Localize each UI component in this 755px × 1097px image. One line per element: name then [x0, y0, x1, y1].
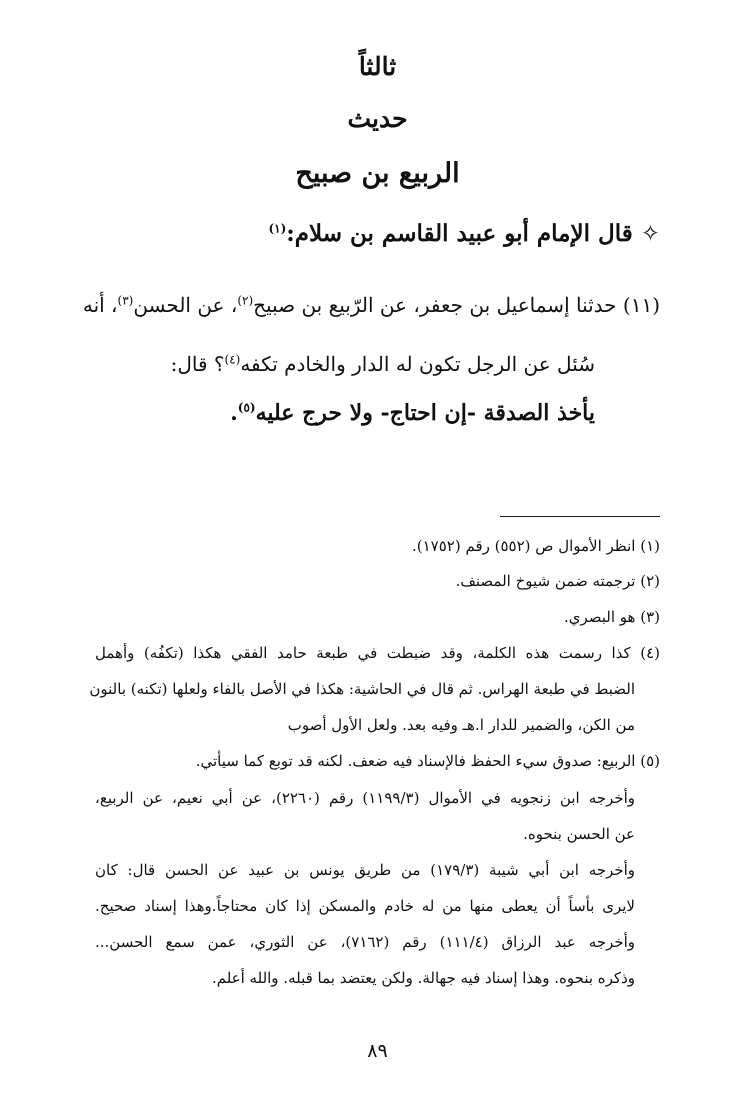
hadith-answer: يأخذ الصدقة -إن احتاج- ولا حرج عليه [255, 400, 595, 426]
footnote-3: (٣) هو البصري. [563, 608, 660, 626]
intro-text: قال الإمام أبو عبيد القاسم بن سلام: [286, 220, 633, 247]
footnote-2: (٢) ترجمته ضمن شيوخ المصنف. [455, 572, 660, 590]
footnote-4-cont: من الكن، والضمير للدار ا.هـ وفيه بعد. ولعل الأول أصوب [287, 716, 635, 734]
diamond-icon: ✧ [640, 221, 660, 247]
hadith-text: سُئل عن الرجل تكون له الدار والخادم تكفه [240, 352, 595, 376]
hadith-line-3 [230, 400, 595, 426]
footnote-5-cont: وأخرجه ابن زنجويه في الأموال (١١٩٩/٣) رقم (٢٢٦٠)، عن أبي نعيم، عن الربيع، [95, 789, 636, 807]
footnote-ref: (٣) [117, 293, 134, 308]
hadith-line-2 [171, 352, 595, 376]
footnote-4: (٤) كذا رسمت هذه الكلمة، وقد ضبطت في طبعة حامد الفقي هكذا (تكفُه) وأهمل [95, 644, 660, 662]
footnote-5-cont: عن الحسن بنحوه. [523, 825, 635, 843]
footnote-5: (٥) الربيع: صدوق سيء الحفظ فالإسناد فيه ضعف. لكنه قد توبع كما سيأتي. [195, 752, 660, 770]
hadith-line-1 [82, 293, 660, 317]
footnote-ref: (١) [268, 221, 287, 236]
footnote-5-cont: وأخرجه ابن أبي شيبة (١٧٩/٣) من طريق يونس بن عبيد عن الحسن قال: كان [95, 861, 636, 879]
footnote-5-cont: لايرى بأساً أن يعطى منها من له خادم والمسكن إذا كان محتاجاً.وهذا إسناد صحيح. [95, 897, 635, 915]
hadith-text: ، عن الحسن [133, 293, 238, 317]
section-subheading: حديث [347, 104, 408, 133]
hadith-title: الربيع بن صبيح [295, 158, 460, 189]
footnote-5-cont: وأخرجه عبد الرزاق (١١١/٤) رقم (٧١٦٢)، عن الثوري، عمن سمع الحسن... [95, 933, 635, 951]
footnote-ref: (٢) [237, 293, 254, 308]
footnote-1: (١) انظر الأموال ص (٥٥٢) رقم (١٧٥٢). [412, 537, 660, 555]
page-number: ٨٩ [367, 1040, 388, 1062]
section-heading: ثالثاً [358, 52, 397, 81]
footnote-ref: (٤) [224, 352, 241, 367]
hadith-text: ؟ قال: [170, 352, 225, 376]
intro-line [268, 220, 660, 247]
footnote-divider [500, 516, 660, 517]
hadith-text: ، أنه [82, 293, 118, 317]
footnote-5-cont: وذكره بنحوه. وهذا إسناد فيه جهالة. ولكن يعتضد بما قبله. والله أعلم. [211, 969, 635, 987]
footnote-4-cont: الضبط في طبعة الهراس. ثم قال في الحاشية: هكذا في الأصل بالفاء ولعلها (تكنه) بالنون [89, 680, 635, 698]
hadith-text: (١١) حدثنا إسماعيل بن جعفر، عن الرّبيع بن صبيح [253, 293, 660, 317]
footnote-ref: (٥) [237, 400, 256, 415]
hadith-text: . [230, 400, 238, 426]
